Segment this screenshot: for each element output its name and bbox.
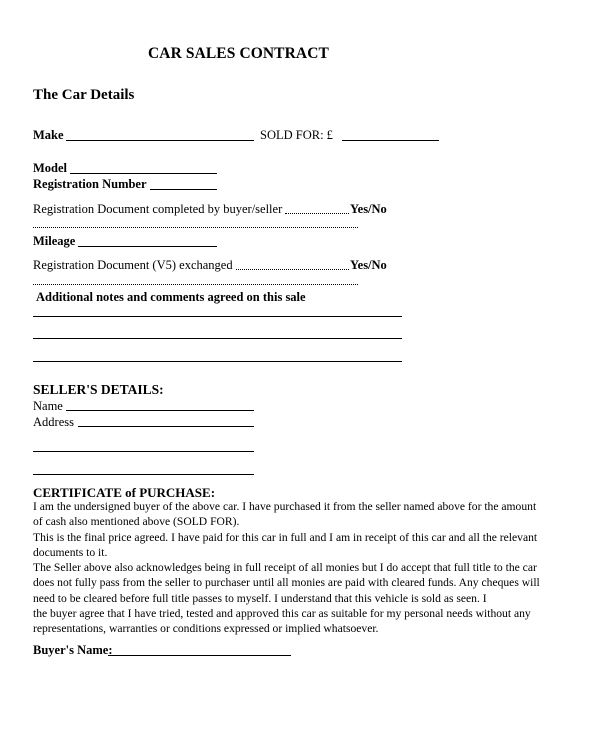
make-field[interactable] bbox=[66, 140, 254, 141]
reg-doc-v5-dotted-line bbox=[33, 284, 358, 285]
registration-number-label: Registration Number bbox=[33, 177, 147, 191]
mileage-label: Mileage bbox=[33, 234, 76, 248]
certificate-line: does not fully pass from the seller to purchaser until all monies are paid with cleared funds. Any cheques will bbox=[33, 576, 540, 590]
seller-name-field[interactable] bbox=[66, 410, 254, 411]
certificate-line: the buyer agree that I have tried, tested and approved this car as suitable for my personal needs without any bbox=[33, 607, 531, 621]
certificate-line: documents to it. bbox=[33, 545, 108, 559]
document-title: CAR SALES CONTRACT bbox=[148, 45, 329, 62]
sold-for-label: SOLD FOR: £ bbox=[260, 128, 333, 142]
car-details-heading: The Car Details bbox=[33, 87, 135, 103]
buyer-name-label: Buyer's Name: bbox=[33, 643, 113, 657]
certificate-line: need to be cleared before full title passes to myself. I understand that this vehicle is sold as seen. I bbox=[33, 591, 487, 605]
reg-doc-completed-label: Registration Document completed by buyer/seller bbox=[33, 202, 283, 216]
notes-line-1[interactable] bbox=[33, 316, 402, 317]
seller-address-field-2[interactable] bbox=[33, 451, 254, 452]
registration-number-field[interactable] bbox=[150, 189, 217, 190]
reg-doc-v5-label: Registration Document (V5) exchanged bbox=[33, 258, 233, 272]
reg-doc-completed-dots bbox=[285, 213, 349, 214]
reg-doc-completed-dotted-line bbox=[33, 227, 358, 228]
seller-details-heading: SELLER'S DETAILS: bbox=[33, 382, 164, 397]
certificate-line: I am the undersigned buyer of the above car. I have purchased it from the seller named above for the amount bbox=[33, 500, 537, 513]
sold-for-field[interactable] bbox=[342, 140, 439, 141]
seller-address-label: Address bbox=[33, 415, 74, 429]
certificate-line: representations, warranties or conditions expressed or implied whatsoever. bbox=[33, 622, 379, 636]
model-label: Model bbox=[33, 161, 68, 175]
model-field[interactable] bbox=[70, 173, 217, 174]
buyer-name-field[interactable] bbox=[108, 655, 291, 656]
mileage-field[interactable] bbox=[78, 246, 217, 247]
certificate-line: of cash also mentioned above (SOLD FOR). bbox=[33, 515, 240, 529]
certificate-line: This is the final price agreed. I have paid for this car in full and I am in receipt of this car and all the relevant bbox=[33, 530, 538, 544]
certificate-line: The Seller above also acknowledges being in full receipt of all monies but I do accept that full title to the car bbox=[33, 561, 537, 575]
seller-address-field-3[interactable] bbox=[33, 474, 254, 475]
seller-address-field-1[interactable] bbox=[78, 426, 254, 427]
make-label: Make bbox=[33, 128, 64, 142]
notes-line-2[interactable] bbox=[33, 338, 402, 339]
seller-name-label: Name bbox=[33, 399, 63, 413]
certificate-heading: CERTIFICATE of PURCHASE: bbox=[33, 485, 216, 500]
certificate-text bbox=[33, 499, 540, 637]
notes-label: Additional notes and comments agreed on this sale bbox=[36, 290, 306, 304]
yes-no-option-2[interactable]: Yes/No bbox=[350, 258, 387, 272]
notes-line-3[interactable] bbox=[33, 361, 402, 362]
yes-no-option-1[interactable]: Yes/No bbox=[350, 202, 387, 216]
reg-doc-v5-dots bbox=[236, 269, 349, 270]
